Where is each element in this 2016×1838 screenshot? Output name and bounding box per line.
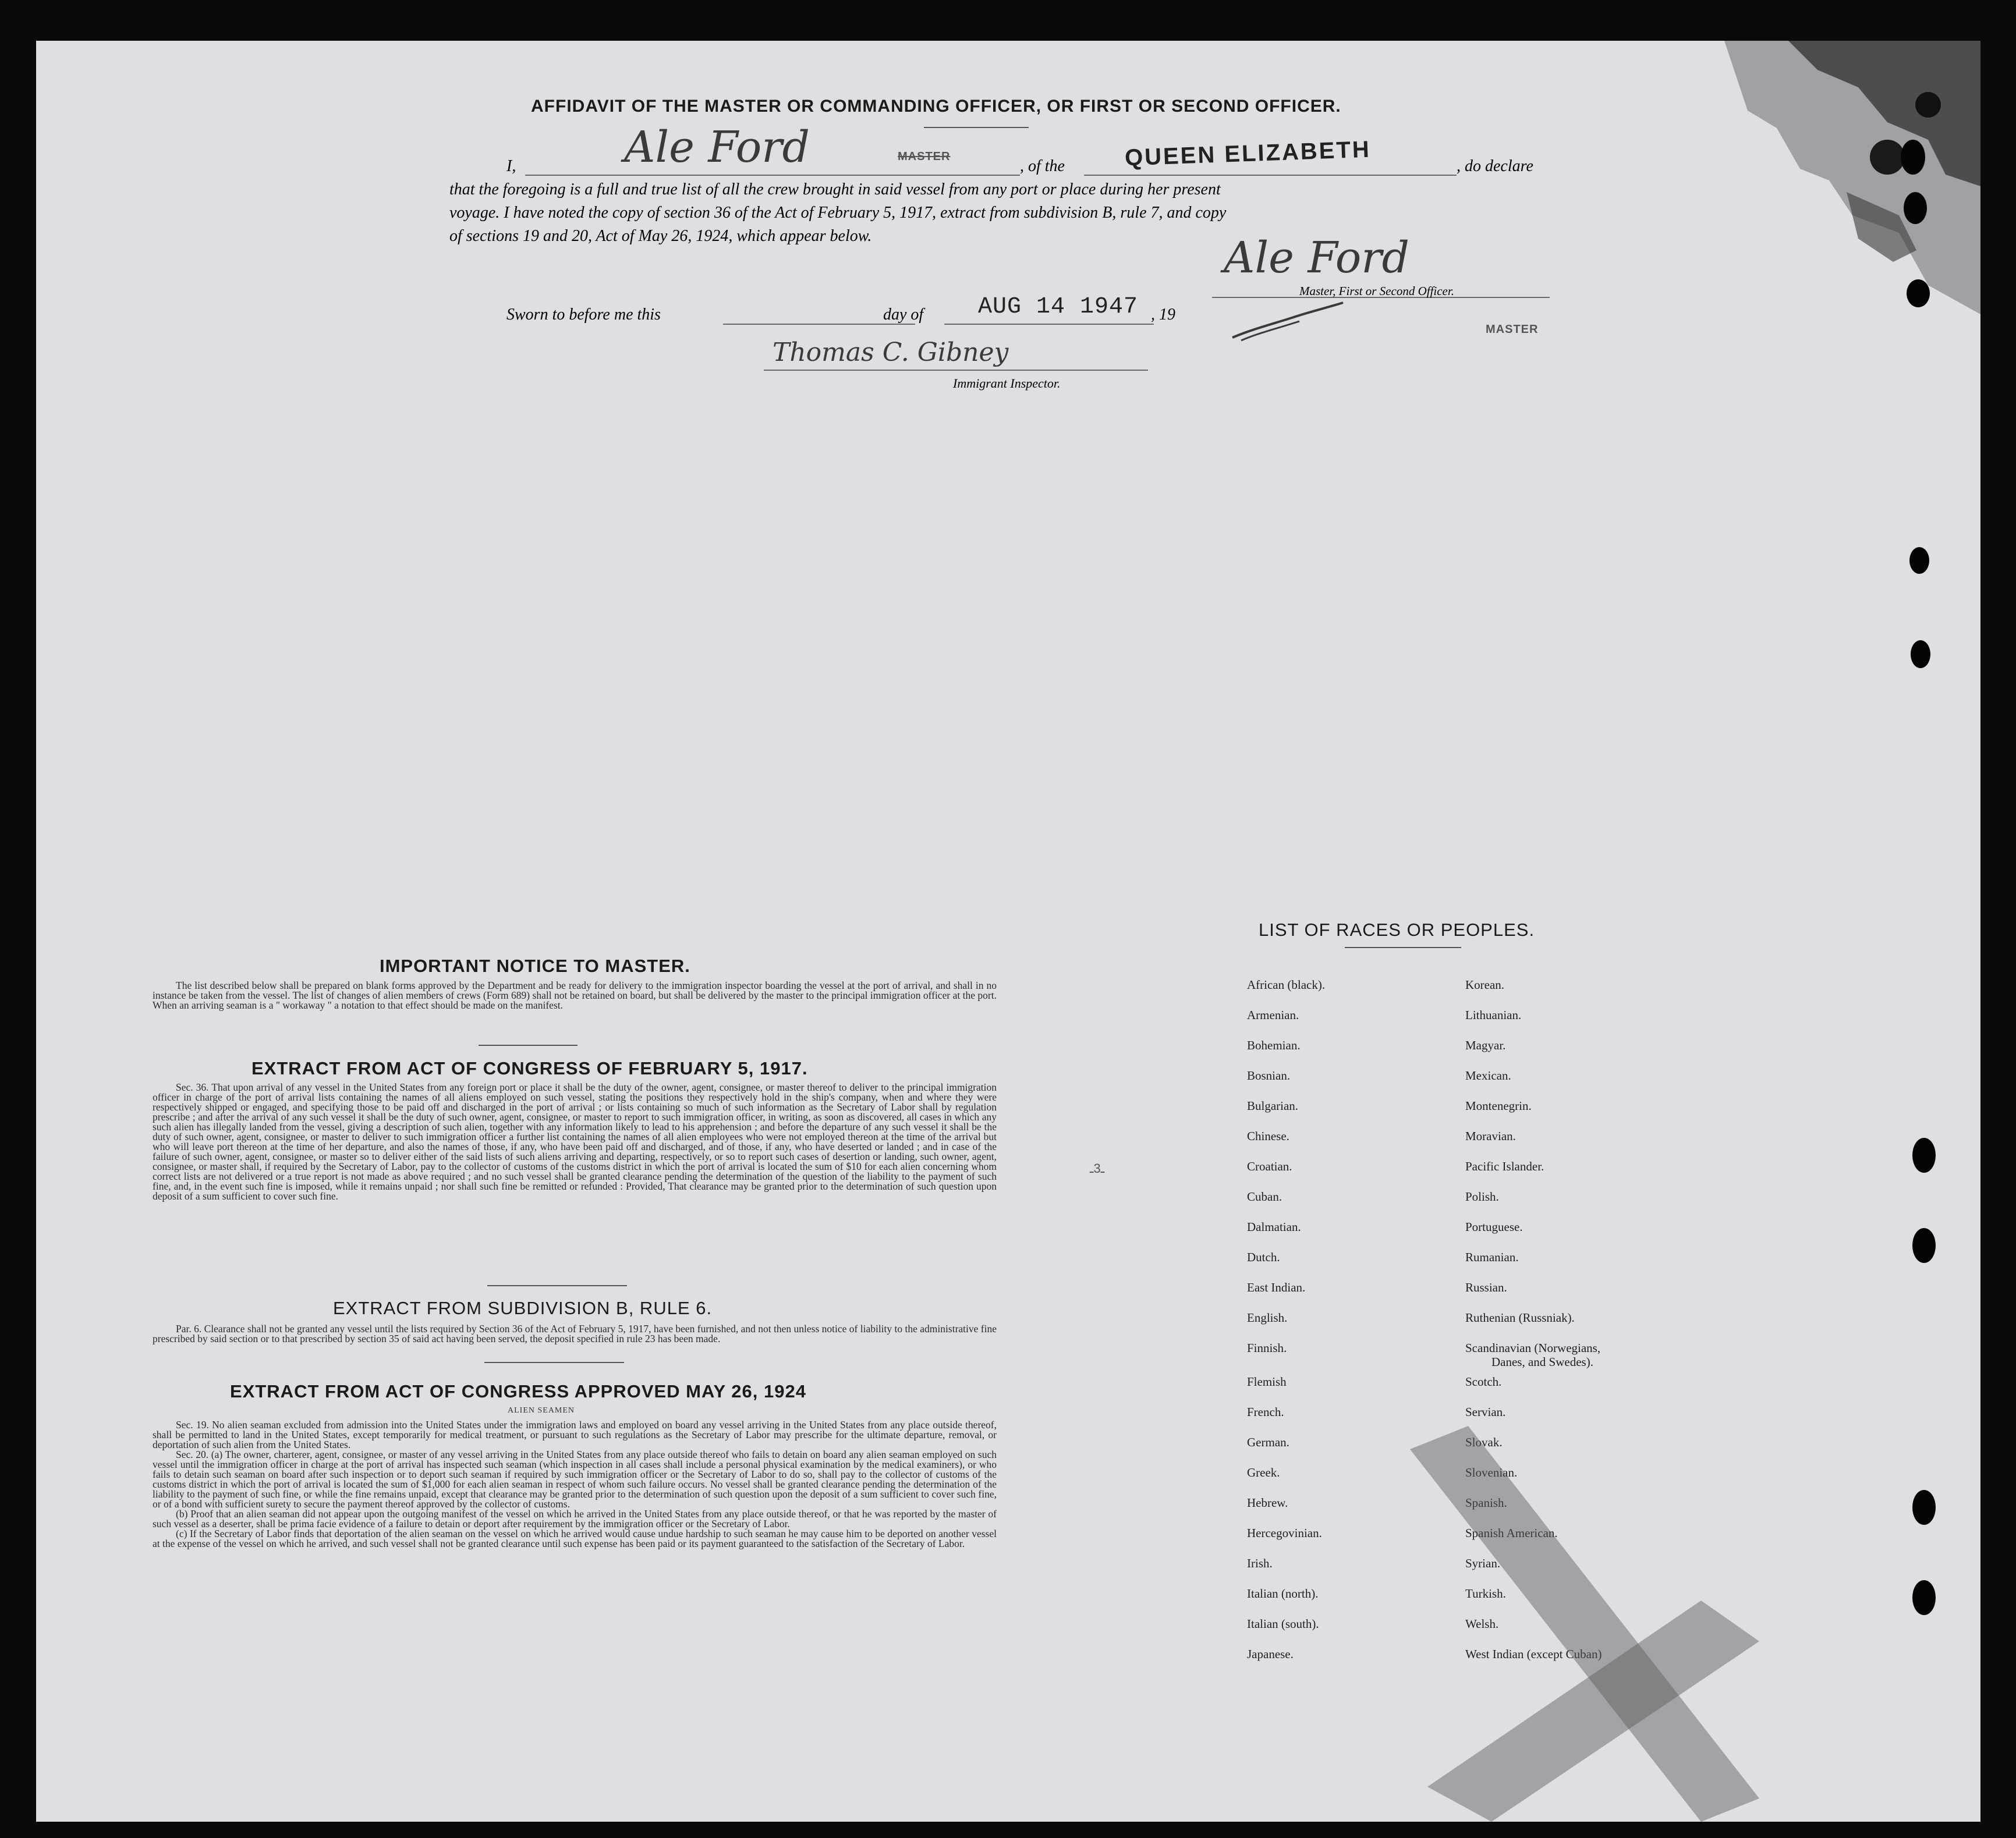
race-left-6: Croatian. [1247, 1159, 1292, 1173]
punch-hole [1907, 279, 1930, 307]
race-left-17: Hebrew. [1247, 1496, 1288, 1510]
race-left-21: Italian (south). [1247, 1617, 1319, 1631]
race-right-14: Servian. [1465, 1405, 1506, 1419]
affidavit-title: AFFIDAVIT OF THE MASTER OR COMMANDING OFFICER, OR FIRST OR SECOND OFFICER. [531, 97, 1341, 116]
officer-signature-flourish [1230, 297, 1346, 343]
sworn-month-line [944, 324, 1154, 325]
race-left-5: Chinese. [1247, 1129, 1289, 1143]
vessel-name-line [1084, 175, 1457, 176]
race-right-0: Korean. [1465, 978, 1505, 992]
race-left-19: Irish. [1247, 1556, 1273, 1570]
extract-1917-rule [487, 1285, 627, 1286]
race-left-15: German. [1247, 1435, 1289, 1449]
sworn-day-of: day of [883, 306, 924, 324]
affidavit-line3: voyage. I have noted the copy of section 36 of the Act of February 5, 1917, extract from subdivision B, rule 7, and copy [449, 204, 1227, 222]
race-right-10: Russian. [1465, 1280, 1507, 1294]
punch-hole [1912, 1490, 1936, 1525]
affidavit-do-declare: , do declare [1457, 157, 1533, 175]
punch-hole [1901, 140, 1925, 175]
extract-1917-title: EXTRACT FROM ACT OF CONGRESS OF FEBRUARY 5, 1917. [251, 1058, 808, 1078]
race-left-11: English. [1247, 1311, 1288, 1325]
race-left-9: Dutch. [1247, 1250, 1280, 1264]
race-right-1: Lithuanian. [1465, 1008, 1522, 1022]
race-left-16: Greek. [1247, 1466, 1280, 1479]
affidavit-line1-prefix: I, [506, 157, 516, 175]
extract-1924-subtitle: ALIEN SEAMEN [508, 1406, 575, 1415]
race-left-7: Cuban. [1247, 1190, 1282, 1204]
race-left-2: Bohemian. [1247, 1038, 1301, 1052]
extract-rule6-paragraph: Par. 6. Clearance shall not be granted any vessel until the lists required by Section 36 of the Act of February 5, 1917, have been furnished, and not then unless notice of liability to the administrative fine prescribed by said section or to that prescribed by section 35 of said act having been served, the deposit specified in rule 23 has been made. [153, 1323, 997, 1344]
race-left-22: Japanese. [1247, 1647, 1294, 1661]
race-right-22: West Indian (except Cuban) [1465, 1647, 1602, 1661]
notice-text [153, 981, 997, 1010]
race-right-21: Welsh. [1465, 1617, 1499, 1631]
punch-hole [1912, 1138, 1936, 1173]
race-left-10: East Indian. [1247, 1280, 1306, 1294]
race-right-16: Slovenian. [1465, 1466, 1518, 1479]
extract-1924-sec20a: Sec. 20. (a) The owner, charterer, agent, consignee, or master of any vessel arriving in the United States from any place outside thereof who fails to detain on board any alien seaman employed on such vessel until the immigration officer in charge at the port of arrival has inspected such seaman (which inspection in all cases shall include a personal physical examination by the medical examiners), or who fails to detain such seaman on board after such inspection or to deport such seaman if required by such immigration officer or the Secretary of Labor to do so, shall pay to the collector of customs of the customs district in which the port of arrival is located the sum of $1,000 for each alien seaman in respect of whom such failure occurs. No vessel shall be granted clearance pending the determination of the liability to the payment of such fine, or while the fine remains unpaid, except that clearance may be granted prior to the determination of such question upon the deposit of a sum sufficient to cover such fine, or of a bond with sufficient surety to secure the payment thereof approved by the collector of customs. [153, 1449, 997, 1510]
notice-paragraph: The list described below shall be prepared on blank forms approved by the Department and be ready for delivery to the immigration inspector boarding the vessel at the port of arrival, and shall in no instance be taken from the vessel. The list of changes of alien members of crews (Form 689) shall not be retained on board, but shall be delivered by the master to the principal immigration officer at the port. When an arriving seaman is a " workaway " a notation to that effect should be made on the manifest. [153, 980, 997, 1011]
race-left-20: Italian (north). [1247, 1587, 1319, 1601]
race-right-12: Scandinavian (Norwegians, [1465, 1341, 1601, 1355]
punch-hole [1911, 640, 1930, 668]
race-right-8: Portuguese. [1465, 1220, 1523, 1234]
race-right-18: Spanish American. [1465, 1526, 1558, 1540]
vessel-name: QUEEN ELIZABETH [1124, 136, 1372, 171]
punch-hole [1912, 1228, 1936, 1263]
race-left-14: French. [1247, 1405, 1284, 1419]
officer-signature: Ale Ford [1224, 233, 1410, 283]
race-right-5: Moravian. [1465, 1129, 1516, 1143]
race-right-6: Pacific Islander. [1465, 1159, 1544, 1173]
master-signature: Ale Ford [624, 122, 810, 172]
punch-hole [1904, 192, 1927, 224]
tape-x-mark [1375, 1426, 1771, 1822]
race-right-7: Polish. [1465, 1190, 1499, 1204]
races-title-rule [1345, 947, 1461, 948]
sworn-prefix: Sworn to before me this [506, 306, 661, 324]
race-left-4: Bulgarian. [1247, 1099, 1299, 1113]
race-left-1: Armenian. [1247, 1008, 1299, 1022]
inspector-signature-line [764, 370, 1148, 371]
race-right-13: Scotch. [1465, 1375, 1502, 1389]
extract-1917-paragraph: Sec. 36. That upon arrival of any vessel in the United States from any foreign port or place it shall be the duty of the owner, agent, consignee, or master thereof to deliver to the principal immigration officer in charge of the port of arrival lists containing the names of all aliens employed on such vessel, stating the positions they respectively hold in the ship's company, when and where they were respectively shipped or engaged, and specifying those to be paid off and discharged in the port of arrival ; or lists containing so much of such information as the Secretary of Labor shall by regulation prescribe ; and after the arrival of any such vessel it shall be the duty of such owner, agent, consignee, or master to report to such immigration officer, in writing, as soon as discovered, all cases in which any such alien has illegally landed from the vessel, giving a description of such alien, together with any information likely to lead to his apprehension ; and before the departure of any such vessel it shall be the duty of such owner, agent, consignee, or master to deliver to such immigration officer a further list containing the names of all alien employees who were not employed thereon at the time of the arrival but who will leave port thereon at the time of her departure, and also the names of those, if any, who have been paid off and discharged, and of those, if any, who have deserted or landed ; and in case of the failure of such owner, agent, consignee, or master so to deliver either of the said lists of such aliens arriving and departing, respectively, or so to report such cases of desertion or landing, such owner, agent, consignee, or master shall, if required by the Secretary of Labor, pay to the collector of customs of the customs district in which the port of arrival is located the sum of $10 for each alien concerning whom correct lists are not delivered or a true report is not made as above required ; and no such vessel shall be granted clearance pending the determination of the question of the liability to the payment of such fine, and, in the event such fine is imposed, while it remains unpaid ; nor shall such fine be remitted or refunded : Provided, That clearance may be granted prior to the determination of such question upon deposit of a sum sufficient to cover such fine. [153, 1081, 997, 1202]
race-right-9: Rumanian. [1465, 1250, 1519, 1264]
date-stamp: AUG 14 1947 [978, 294, 1139, 320]
punch-hole [1912, 1580, 1936, 1615]
notice-rule [479, 1045, 577, 1046]
extract-1924-text [153, 1420, 997, 1549]
extract-rule6-title: EXTRACT FROM SUBDIVISION B, RULE 6. [333, 1298, 713, 1318]
extract-1917-text [153, 1083, 997, 1201]
inspector-signature: Thomas C. Gibney [773, 338, 1009, 367]
extract-1924-sec20b: (b) Proof that an alien seaman did not appear upon the outgoing manifest of the vessel on which he arrived in the United States from any place outside thereof, or that he was reported by the master of such vessel as a deserter, shall be prima facie evidence of a failure to detain or deport after requirement by the immigration officer or the Secretary of Labor. [153, 1508, 997, 1530]
race-left-13: Flemish [1247, 1375, 1287, 1389]
inspector-caption: Immigrant Inspector. [953, 376, 1061, 391]
race-left-12: Finnish. [1247, 1341, 1287, 1355]
notice-title: IMPORTANT NOTICE TO MASTER. [380, 956, 690, 976]
extract-1924-sec20c: (c) If the Secretary of Labor finds that deportation of the alien seaman on the vessel on which he arrived would cause undue hardship to such seaman he may cause him to be deported on another vessel at the expense of the vessel on which he arrived, and such vessel shall not be granted clearance until such expense has been paid or its payment guaranteed to the satisfaction of the Secretary of Labor. [153, 1528, 997, 1549]
affidavit-line2: that the foregoing is a full and true list of all the crew brought in said vessel from any port or place during her present [449, 180, 1221, 198]
race-right-12-continuation: Danes, and Swedes). [1491, 1355, 1593, 1369]
margin-mark: ـ3ـ [1090, 1161, 1105, 1176]
race-left-8: Dalmatian. [1247, 1220, 1301, 1234]
master-name-line [525, 175, 1020, 176]
master-stamp: MASTER [898, 150, 951, 163]
extract-rule6-rule [484, 1362, 624, 1363]
affidavit-title-rule [924, 127, 1029, 128]
race-right-20: Turkish. [1465, 1587, 1506, 1601]
officer-stamp: MASTER [1486, 323, 1539, 336]
extract-rule6-text [153, 1324, 997, 1344]
races-title: LIST OF RACES OR PEOPLES. [1259, 920, 1535, 940]
race-left-3: Bosnian. [1247, 1069, 1291, 1083]
affidavit-line4: of sections 19 and 20, Act of May 26, 1924, which appear below. [449, 227, 872, 245]
punch-hole [1909, 547, 1929, 574]
torn-corner-damage [1654, 41, 1980, 367]
extract-1924-title: EXTRACT FROM ACT OF CONGRESS APPROVED MAY 26, 1924 [230, 1381, 806, 1401]
race-right-4: Montenegrin. [1465, 1099, 1532, 1113]
race-right-17: Spanish. [1465, 1496, 1507, 1510]
race-left-0: African (black). [1247, 978, 1326, 992]
race-right-11: Ruthenian (Russniak). [1465, 1311, 1575, 1325]
sworn-year-suffix: , 19 [1151, 306, 1175, 324]
race-right-3: Mexican. [1465, 1069, 1511, 1083]
race-right-19: Syrian. [1465, 1556, 1501, 1570]
race-right-2: Magyar. [1465, 1038, 1506, 1052]
document-page [36, 41, 1980, 1822]
race-right-15: Slovak. [1465, 1435, 1503, 1449]
officer-caption: Master, First or Second Officer. [1299, 284, 1454, 298]
extract-1924-sec19: Sec. 19. No alien seaman excluded from admission into the United States under the immigration laws and employed on board any vessel arriving in the United States from any place outside thereof, shall be permitted to land in the United States, except temporarily for medical treatment, or pursuant to such regulations as the Secretary of Labor may prescribe for the ultimate departure, removal, or deportation of such alien from the United States. [153, 1419, 997, 1450]
race-left-18: Hercegovinian. [1247, 1526, 1322, 1540]
affidavit-of-the: , of the [1020, 157, 1065, 175]
